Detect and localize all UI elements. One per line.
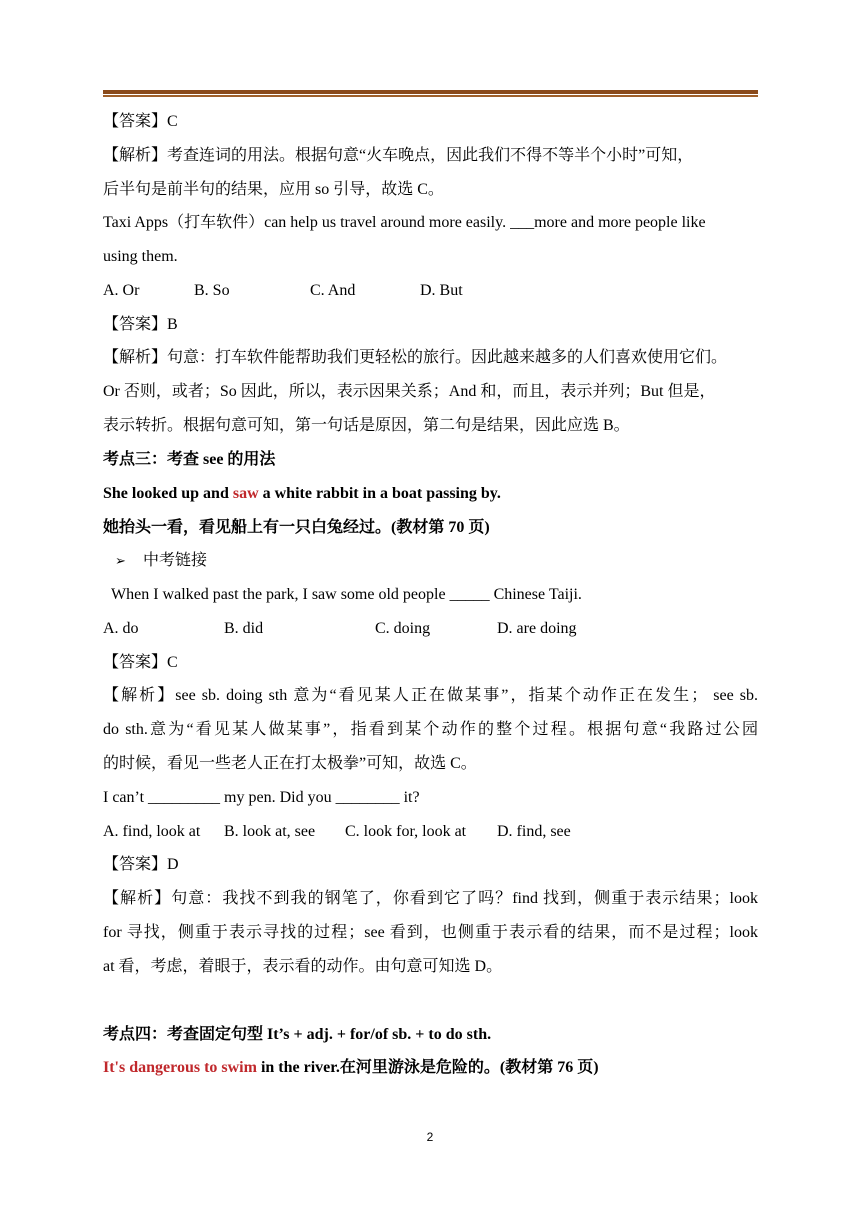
q3-analysis-line-2: do sth.意为“看见某人做某事”，指看到某个动作的整个过程。根据句意“我路过公园 bbox=[103, 721, 758, 738]
q2-option-a: A. Or bbox=[103, 282, 140, 299]
header-rule bbox=[103, 90, 758, 97]
q4-analysis-line-3: at 看，考虑，着眼于，表示看的动作。由句意可知选 D。 bbox=[103, 958, 503, 975]
q1-analysis-line-1: 【解析】考查连词的用法。根据句意“火车晚点，因此我们不得不等半个小时”可知， bbox=[103, 147, 694, 164]
q4-option-c: C. look for, look at bbox=[345, 823, 467, 840]
q3-analysis-line-1: 【解析】see sb. doing sth 意为“看见某人正在做某事”，指某个动作正在发生； see sb. bbox=[103, 687, 758, 704]
q3-answer: 【答案】C bbox=[103, 654, 178, 671]
q4-analysis-line-1: 【解析】句意：我找不到我的钢笔了，你看到它了吗？find 找到，侧重于表示结果；look bbox=[103, 890, 758, 907]
q4-options bbox=[103, 822, 758, 842]
q4-answer: 【答案】D bbox=[103, 856, 179, 873]
point3-example-pre: She looked up and bbox=[103, 485, 233, 502]
point3-example-post: a white rabbit in a boat passing by. bbox=[258, 485, 501, 502]
q4-option-a: A. find, look at bbox=[103, 823, 201, 840]
q1-answer: 【答案】C bbox=[103, 113, 178, 130]
point3-heading: 考点三：考查 see 的用法 bbox=[103, 451, 276, 468]
point4-example-post: in the river.在河里游泳是危险的。(教材第 76 页) bbox=[256, 1059, 599, 1076]
q2-stem-line-1: Taxi Apps（打车软件）can help us travel around more easily. ___more and more people like bbox=[103, 214, 706, 231]
q4-option-d: D. find, see bbox=[497, 823, 571, 840]
q2-option-b: B. So bbox=[194, 282, 230, 299]
q2-options bbox=[103, 281, 758, 301]
q4-option-b: B. look at, see bbox=[224, 823, 316, 840]
q3-option-c: C. doing bbox=[375, 620, 431, 637]
q2-analysis-line-2: Or 否则，或者；So 因此，所以，表示因果关系；And 和，而且，表示并列；But 但是， bbox=[103, 383, 716, 400]
q3-stem: When I walked past the park, I saw some old people _____ Chinese Taiji. bbox=[111, 586, 582, 603]
q2-analysis-line-3: 表示转折。根据句意可知，第一句话是原因，第二句是结果，因此应选 B。 bbox=[103, 417, 630, 434]
q3-option-d: D. are doing bbox=[497, 620, 577, 637]
q3-option-a: A. do bbox=[103, 620, 139, 637]
point3-translation: 她抬头一看，看见船上有一只白兔经过。(教材第 70 页) bbox=[103, 519, 490, 536]
q2-analysis-line-1: 【解析】句意：打车软件能帮助我们更轻松的旅行。因此越来越多的人们喜欢使用它们。 bbox=[103, 349, 728, 366]
q3-options bbox=[103, 619, 758, 639]
q1-analysis-line-2: 后半句是前半句的结果，应用 so 引导，故选 C。 bbox=[103, 181, 444, 198]
q2-stem-line-2: using them. bbox=[103, 248, 178, 265]
page-number: 2 bbox=[426, 1130, 434, 1144]
q2-option-d: D. But bbox=[420, 282, 463, 299]
q2-answer: 【答案】B bbox=[103, 316, 178, 333]
point4-heading: 考点四：考查固定句型 It’s + adj. + for/of sb. + to do sth. bbox=[103, 1026, 492, 1043]
q3-option-b: B. did bbox=[224, 620, 264, 637]
q4-stem: I can’t _________ my pen. Did you ________ it? bbox=[103, 789, 420, 806]
point3-example-highlight: saw bbox=[232, 485, 259, 502]
zhongkao-link-row bbox=[115, 551, 770, 571]
arrow-bullet-icon: ➢ bbox=[115, 553, 126, 568]
zhongkao-link-label: 中考链接 bbox=[143, 552, 208, 569]
q2-option-c: C. And bbox=[310, 282, 356, 299]
point4-example bbox=[103, 1058, 758, 1078]
point3-example bbox=[103, 484, 758, 504]
point4-example-highlight: It's dangerous to swim bbox=[103, 1059, 257, 1076]
q3-analysis-line-3: 的时候，看见一些老人正在打太极拳”可知，故选 C。 bbox=[103, 755, 477, 772]
q4-analysis-line-2: for 寻找，侧重于表示寻找的过程；see 看到，也侧重于表示看的结果，而不是过程；look bbox=[103, 924, 758, 941]
